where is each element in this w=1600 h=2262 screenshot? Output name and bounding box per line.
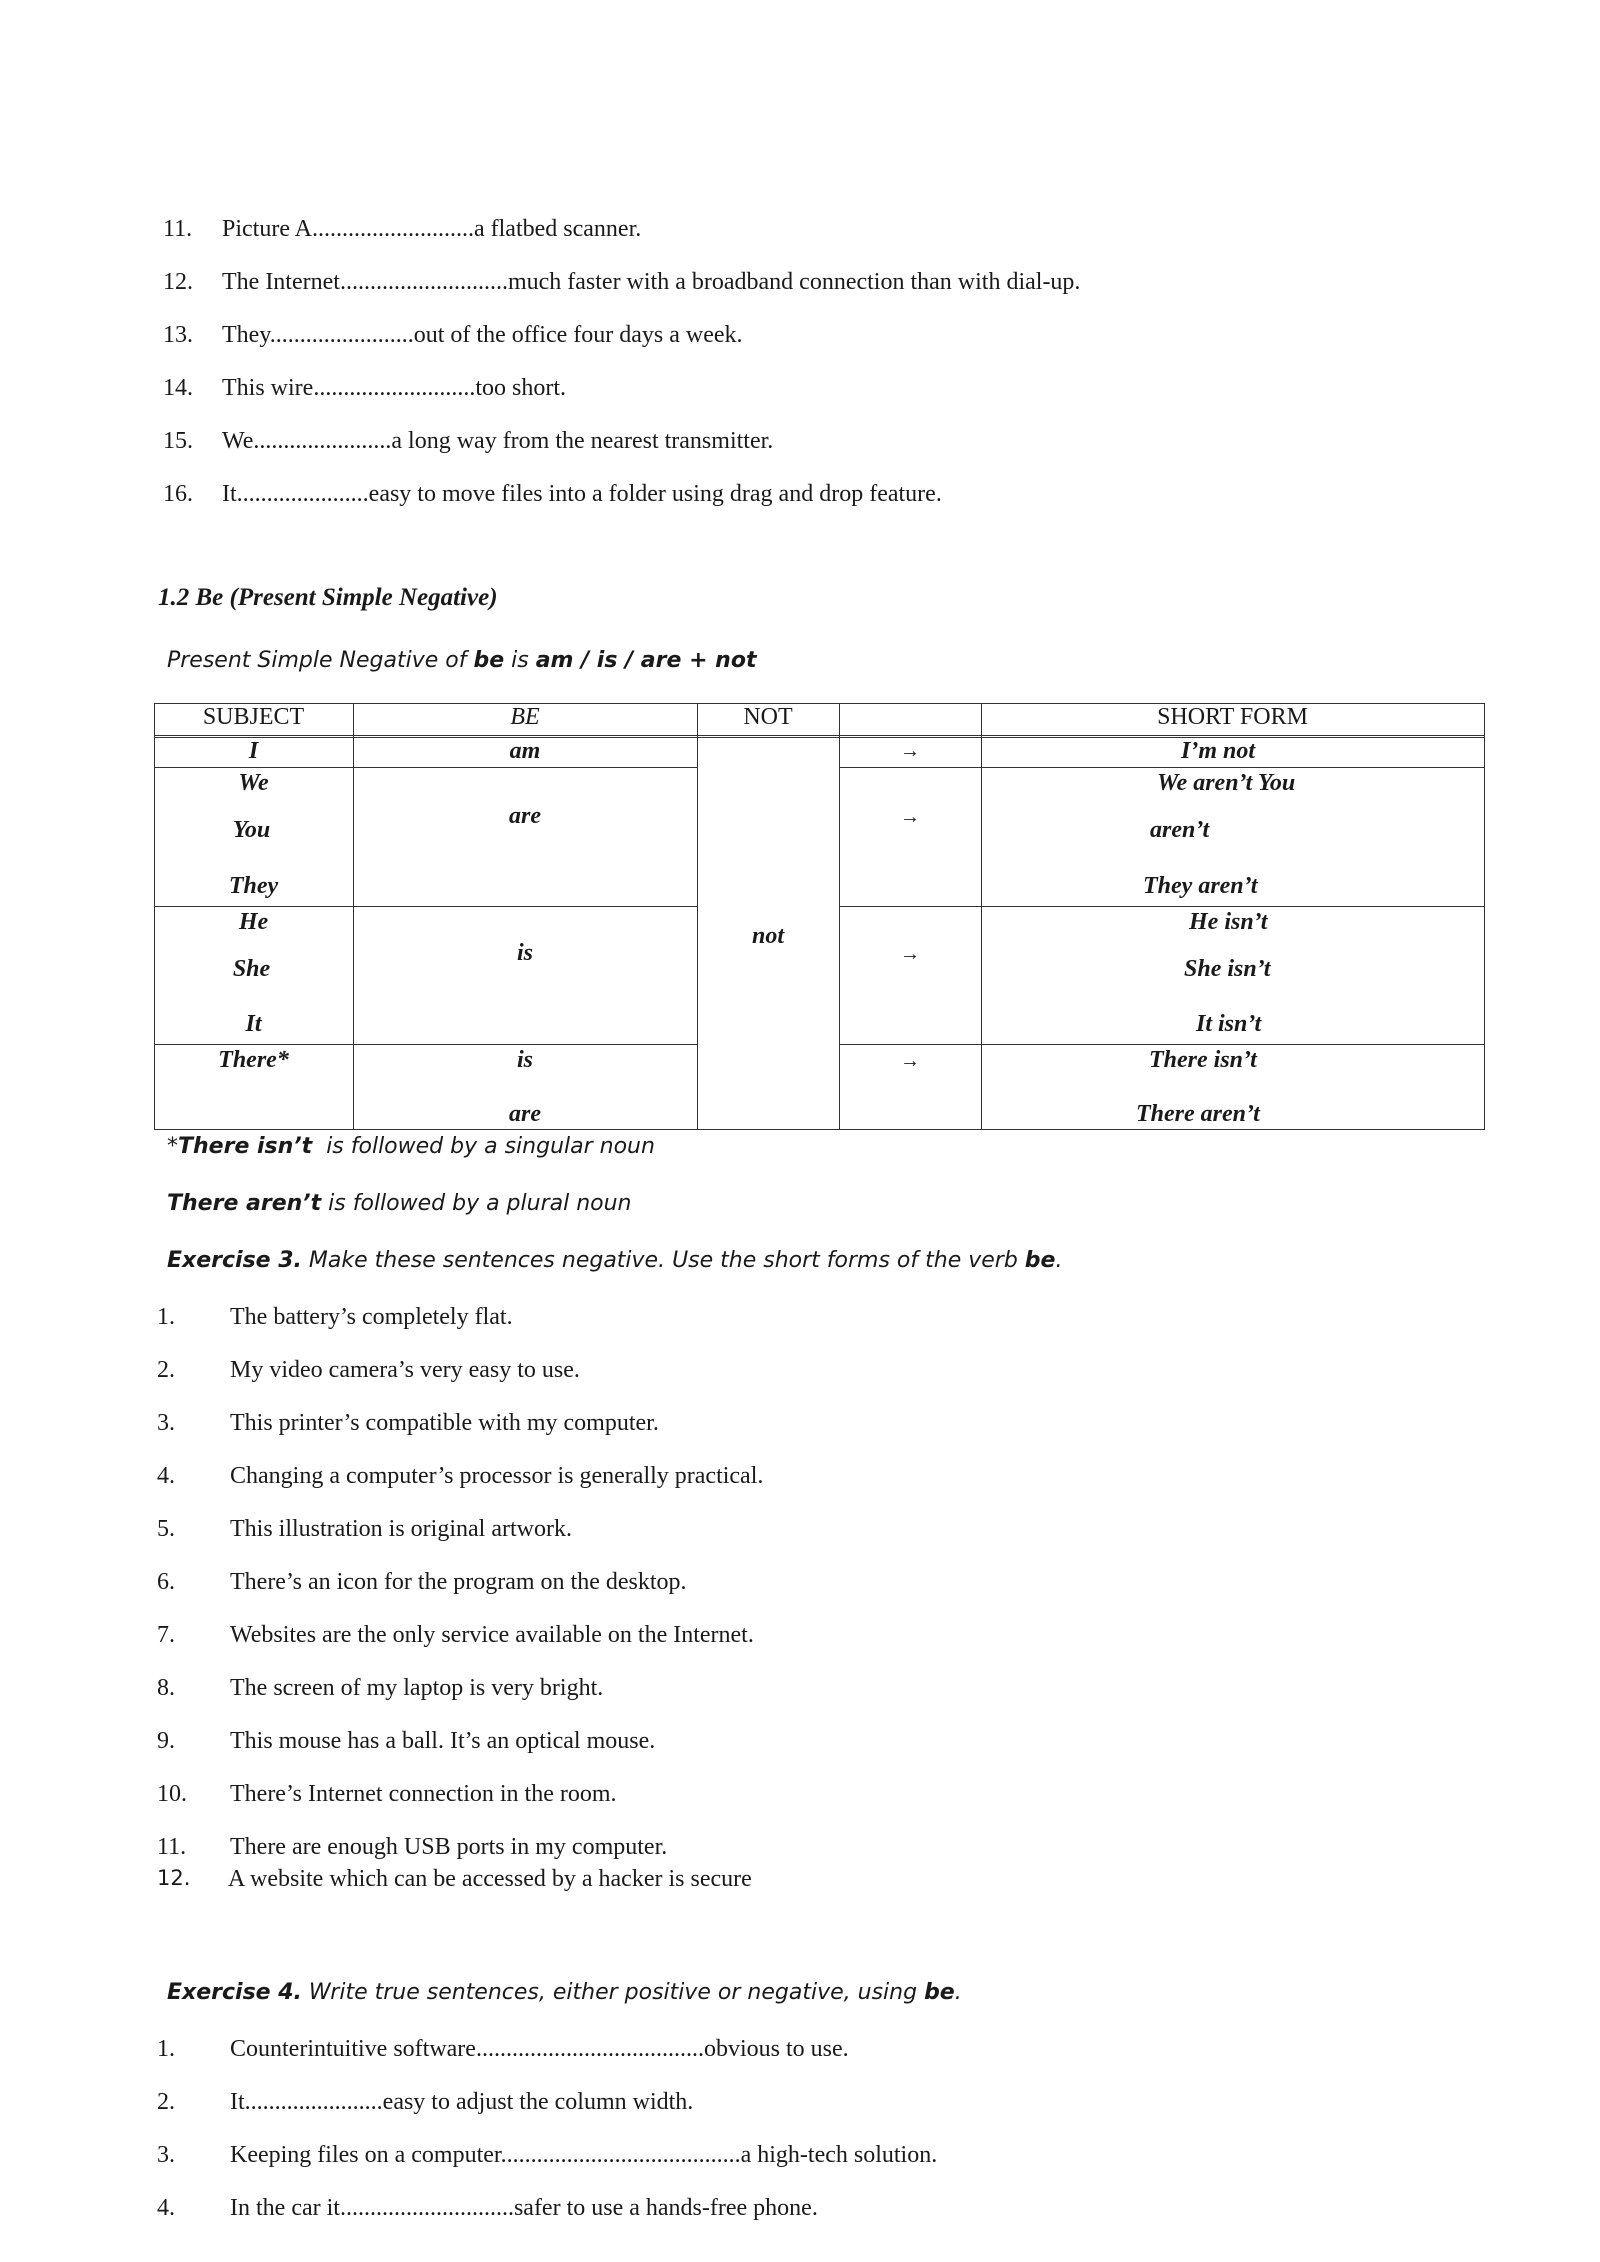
note-text: is followed by a plural noun [321, 1191, 632, 1216]
note-star: * [167, 1134, 178, 1159]
item-number: 5. [157, 1516, 175, 1542]
item-number: 2. [157, 1357, 175, 1383]
table-border [154, 1044, 697, 1045]
intro-is: is [504, 648, 536, 673]
short-form-cell: aren’t [1150, 817, 1210, 843]
item-text: Keeping files on a computer........................................a high-tech solution. [230, 2142, 938, 2168]
table-border [981, 703, 982, 1130]
item-text: There’s an icon for the program on the desktop. [230, 1569, 687, 1595]
short-form-cell: She isn’t [1184, 956, 1271, 982]
table-border [839, 767, 1484, 768]
item-text: The battery’s completely flat. [230, 1304, 513, 1330]
item-number: 8. [157, 1675, 175, 1701]
table-header-subject: SUBJECT [202, 704, 305, 730]
item-number: 11. [163, 216, 193, 242]
item-text: The Internet............................much faster with a broadband connection than with dial-up. [222, 269, 1081, 295]
table-border [1484, 703, 1485, 1130]
item-number: 3. [157, 2142, 175, 2168]
exercise3-label: Exercise 3. [167, 1248, 302, 1273]
be-cell: are [509, 1101, 541, 1127]
item-text: They........................out of the office four days a week. [222, 322, 743, 348]
exercise3-end: . [1055, 1248, 1063, 1273]
note-singular [167, 1134, 655, 1159]
item-text: My video camera’s very easy to use. [230, 1357, 580, 1383]
table-header-not: NOT [743, 704, 793, 730]
intro-prefix: Present Simple Negative of [167, 648, 474, 673]
item-number: 16. [163, 481, 193, 507]
table-header-be: BE [510, 704, 540, 730]
exercise4-label: Exercise 4. [167, 1980, 302, 2005]
table-header-short-form: SHORT FORM [1157, 704, 1308, 730]
item-text: This printer’s compatible with my computer. [230, 1410, 659, 1436]
be-cell: am [509, 738, 541, 764]
subject-cell: She [232, 956, 271, 982]
be-cell: are [509, 803, 541, 829]
short-form-cell: There aren’t [1136, 1101, 1260, 1127]
item-text: Counterintuitive software......................................obvious to use. [230, 2036, 849, 2062]
exercise4-end: . [954, 1980, 962, 2005]
arrow-cell: → [900, 943, 920, 965]
short-form-cell: We aren’t You [1157, 770, 1296, 796]
item-number: 1. [157, 2036, 175, 2062]
subject-cell: He [238, 909, 269, 935]
not-cell: not [751, 923, 784, 949]
item-text: Websites are the only service available on the Internet. [230, 1622, 754, 1648]
item-number: 6. [157, 1569, 175, 1595]
item-text: This mouse has a ball. It’s an optical mouse. [230, 1728, 656, 1754]
item-number: 9. [157, 1728, 175, 1754]
item-text: In the car it.............................safer to use a hands-free phone. [230, 2195, 818, 2221]
table-border [154, 906, 697, 907]
item-text: It......................easy to move files into a folder using drag and drop feature. [222, 481, 942, 507]
subject-cell: I [248, 738, 259, 764]
short-form-cell: It isn’t [1196, 1011, 1262, 1037]
item-number: 11. [157, 1834, 187, 1860]
short-form-cell: They aren’t [1143, 873, 1258, 899]
item-text: The screen of my laptop is very bright. [230, 1675, 604, 1701]
subject-cell: There* [218, 1047, 289, 1073]
table-border [154, 767, 697, 768]
item-number: 3. [157, 1410, 175, 1436]
be-cell: is [516, 1047, 533, 1073]
item-text: We.......................a long way from the nearest transmitter. [222, 428, 774, 454]
item-number: 12. [157, 1866, 191, 1890]
item-text: This wire...........................too short. [222, 375, 566, 401]
subject-cell: They [228, 873, 279, 899]
note-there-isnt: There isn’t [178, 1134, 313, 1159]
item-text: There’s Internet connection in the room. [230, 1781, 617, 1807]
item-number: 4. [157, 1463, 175, 1489]
table-border [839, 906, 1484, 907]
item-number: 13. [163, 322, 193, 348]
section-intro [167, 648, 756, 673]
exercise3-instruction [167, 1248, 1062, 1273]
exercise3-text: Make these sentences negative. Use the short forms of the verb [301, 1248, 1025, 1273]
item-number: 15. [163, 428, 193, 454]
item-number: 10. [157, 1781, 187, 1807]
note-plural [167, 1191, 632, 1216]
item-number: 2. [157, 2089, 175, 2115]
subject-cell: You [232, 817, 271, 843]
subject-cell: It [245, 1011, 262, 1037]
exercise4-text: Write true sentences, either positive or negative, using [301, 1980, 925, 2005]
item-text: Changing a computer’s processor is generally practical. [230, 1463, 764, 1489]
item-number: 1. [157, 1304, 175, 1330]
short-form-cell: There isn’t [1149, 1047, 1257, 1073]
item-number: 4. [157, 2195, 175, 2221]
exercise3-be: be [1024, 1248, 1056, 1273]
item-text: A website which can be accessed by a hacker is secure [228, 1866, 752, 1892]
be-cell: is [516, 940, 533, 966]
arrow-cell: → [900, 740, 920, 762]
item-number: 14. [163, 375, 193, 401]
note-there-arent: There aren’t [167, 1191, 322, 1216]
intro-forms: am / is / are + not [535, 648, 757, 673]
item-text: Picture A...........................a flatbed scanner. [222, 216, 642, 242]
exercise4-instruction [167, 1980, 962, 2005]
subject-cell: We [238, 770, 269, 796]
section-title: 1.2 Be (Present Simple Negative) [158, 584, 498, 611]
item-text: There are enough USB ports in my computer. [230, 1834, 668, 1860]
arrow-cell: → [900, 806, 920, 828]
short-form-cell: I’m not [1181, 738, 1256, 764]
short-form-cell: He isn’t [1189, 909, 1268, 935]
exercise4-be: be [924, 1980, 955, 2005]
table-border [697, 703, 698, 1130]
item-text: It.......................easy to adjust the column width. [230, 2089, 694, 2115]
table-border [839, 1044, 1484, 1045]
note-text: is followed by a singular noun [312, 1134, 655, 1159]
arrow-cell: → [900, 1050, 920, 1072]
item-text: This illustration is original artwork. [230, 1516, 572, 1542]
item-number: 7. [157, 1622, 175, 1648]
item-number: 12. [163, 269, 193, 295]
intro-be: be [473, 648, 505, 673]
